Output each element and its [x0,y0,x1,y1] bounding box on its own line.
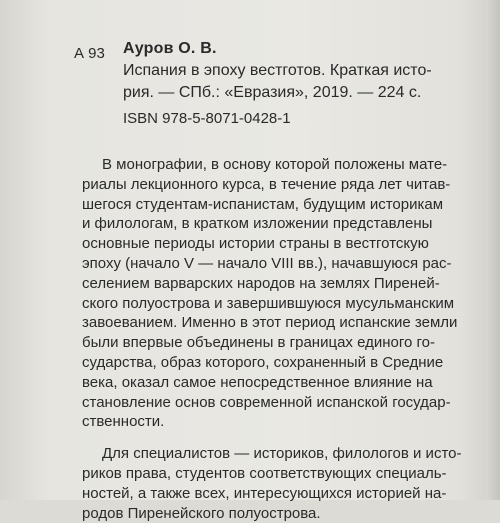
title-line-1: Испания в эпоху вестготов. Краткая исто- [123,62,432,79]
bibliographic-record [123,38,468,104]
text-line: В монографии, в основу которой положены мате- [102,156,448,173]
text-line: риков права, студентов соответствующих специаль- [82,464,447,482]
catalog-code: А 93 [74,45,105,62]
text-line: ностей, а также всех, интересующихся историей на- [82,484,447,502]
annotation-paragraph-2 [82,444,474,523]
text-line: риалы лекционного курса, в течение ряда лет читав- [82,175,451,193]
text-line: ственности. [82,413,165,431]
text-line: селением варварских народов на землях Пирeней- [82,274,440,292]
text-line: эпоху (начало V — начало VIII вв.), начавшуюся рас- [82,254,452,272]
text-line: ского полуострова и завершившуюся мусульманским [82,294,455,312]
text-line: шегося студентам-испанистам, будущим историкам [82,195,444,213]
text-line: были впервые объединены в границах единого го- [82,334,435,352]
text-line: Для специалистов — историков, филологов и исто- [102,445,462,463]
page-edge [486,0,500,500]
text-line: завоеванием. Именно в этот период испанские земли [82,314,458,332]
isbn: ISBN 978-5-8071-0428-1 [123,110,291,127]
text-line: века, оказал самое непосредственное влияние на [82,373,433,391]
text-line: сударства, образ которого, сохраненный в Средние [82,353,444,371]
title-line-2: рия. — СПб.: «Евразия», 2019. — 224 с. [123,84,422,101]
text-line: становление основ современной испанской государ- [82,393,451,411]
annotation [82,155,474,523]
text-line: и филологам, в кратком изложении представлены [82,215,433,233]
annotation-paragraph-1 [82,155,474,432]
text-line: родов Пиренейского полуострова. [82,504,321,522]
author-name: Ауров О. В. [123,40,217,57]
text-line: основные периоды истории страны в вестготскую [82,235,429,253]
